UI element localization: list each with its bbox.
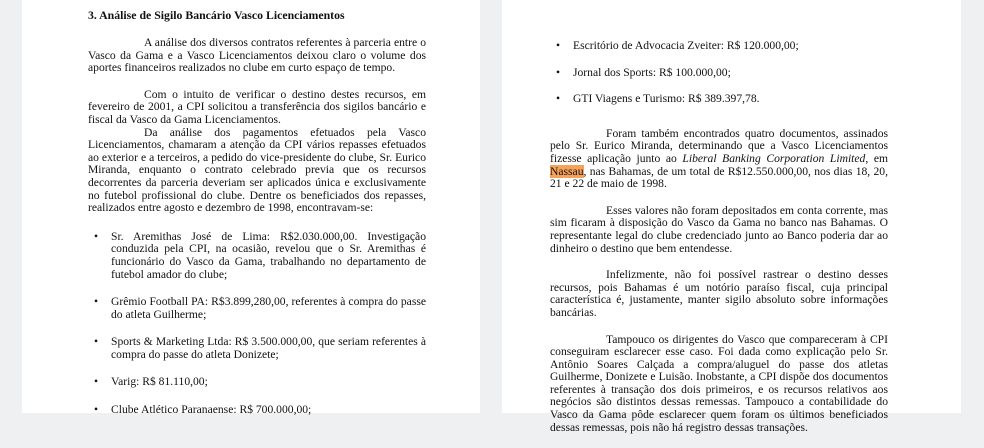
bullet-icon: • <box>556 92 561 106</box>
list-item <box>550 40 888 53</box>
paragraph: Da análise dos pagamentos efetuados pela Vasco Licenciamentos, chamaram a atenção da CPI vários repasses efetuados ao exterior e a terceiros, a pedido do vice-presidente do clube, Sr. Eurico Miranda, enquanto o contrato celebrado previa que os recursos decorrentes da parceria deveriam ser aplicados única e exclusivamente no futebol profissional do clube. Dentre os beneficiados dos repasses, realizados entre agosto e dezembro de 1998, encontravam-se: <box>88 125 426 215</box>
bullet-icon: • <box>94 403 99 417</box>
paragraph: Infelizmente, não foi possível rastrear o destino desses recursos, pois Bahamas é um notório paraíso fiscal, cuja principal característica é, justamente, manter sigilo absoluto sobre informações bancárias. <box>550 268 888 319</box>
list-item-text: Clube Atlético Paranaense: R$ 700.000,00; <box>111 403 312 417</box>
bullet-icon: • <box>556 65 561 79</box>
list-item-text: Jornal dos Sports: R$ 100.000,00; <box>573 65 731 79</box>
document-page-right <box>502 0 961 434</box>
bullet-icon: • <box>94 375 99 389</box>
list-item <box>550 93 888 106</box>
list-item-text: GTI Viagens e Turismo: R$ 389.397,78. <box>573 92 760 106</box>
beneficiaries-list-continued <box>550 40 888 106</box>
list-item <box>550 67 888 80</box>
list-item-text: Grêmio Football PA: R$3.899,280,00, referentes à compra do passe do atleta Guilherme; <box>111 295 426 321</box>
paragraph-documents-found <box>550 128 888 191</box>
paragraph: A análise dos diversos contratos referentes à parceria entre o Vasco da Gama e a Vasco Licenciamentos deixou claro o volume dos aportes financeiros realizados no clube em curto espaço de tempo. <box>88 36 426 75</box>
paragraph: Tampouco os dirigentes do Vasco que compareceram à CPI conseguiram esclarecer esse caso. Foi dada como explicação pelo Sr. Antônio Soares Calçada a compra/aluguel do passe dos atletas Guilherme, Donizete e Luisão. Inobstante, a CPI dispõe dos documentos referentes à transação dos dois primeiros, e os recursos relativos aos negócios são distintos dessas remessas. Tampouco a contabilidade do Vasco da Gama pôde esclarecer quem foram os últimos beneficiados dessas remessas, pois não há registro dessas transações. <box>550 332 888 434</box>
bullet-icon: • <box>94 335 99 349</box>
search-highlight: Nassau <box>550 164 584 178</box>
section-heading: 3. Análise de Sigilo Bancário Vasco Licenciamentos <box>88 8 345 22</box>
list-item <box>88 296 426 321</box>
text: , em <box>865 151 888 165</box>
list-item <box>88 404 426 417</box>
text: , nas Bahamas, de um total de R$12.550.000,00, nos dias 18, 20, 21 e 22 de maio de 1998. <box>550 164 888 191</box>
bullet-icon: • <box>556 39 561 52</box>
paragraph: Esses valores não foram depositados em conta corrente, mas sim ficaram à disposição do Vasco da Gama no banco nas Bahamas. O representante legal do clube credenciado junto ao Banco poderia dar ao dinheiro o destino que bem entendesse. <box>550 203 888 255</box>
beneficiaries-list <box>88 231 426 417</box>
list-item-text: Sports & Marketing Ltda: R$ 3.500.000,00, que seriam referentes à compra do passe do atleta Donizete; <box>111 335 426 361</box>
list-item-text: Varig: R$ 81.110,00; <box>111 375 208 389</box>
list-item <box>88 231 426 281</box>
paragraph: Com o intuito de verificar o destino destes recursos, em fevereiro de 2001, a CPI solicitou a transferência dos sigilos bancário e fiscal da Vasco da Gama Licenciamentos. <box>88 87 426 126</box>
list-item <box>88 376 426 389</box>
document-page-left <box>22 0 480 417</box>
bullet-icon: • <box>94 229 99 243</box>
text: Foram também encontrados quatro documentos, assinados pelo Sr. Eurico Miranda, determinando que a Vasco Licenciamentos fizesse aplicação junto ao <box>550 126 888 165</box>
bank-name: Liberal Banking Corporation Limited <box>682 151 866 165</box>
bullet-icon: • <box>94 295 99 309</box>
list-item-text: Sr. Aremithas José de Lima: R$2.030.000,00. Investigação conduzida pela CPI, na ocasião, revelou que o Sr. Aremithas é funcionário do Vasco da Gama, trabalhando no departamento de futebol amador do clube; <box>111 229 426 281</box>
list-item <box>88 336 426 361</box>
page-content <box>88 8 426 432</box>
page-content <box>550 40 888 448</box>
list-item-text: Escritório de Advocacia Zveiter: R$ 120.000,00; <box>573 39 799 52</box>
